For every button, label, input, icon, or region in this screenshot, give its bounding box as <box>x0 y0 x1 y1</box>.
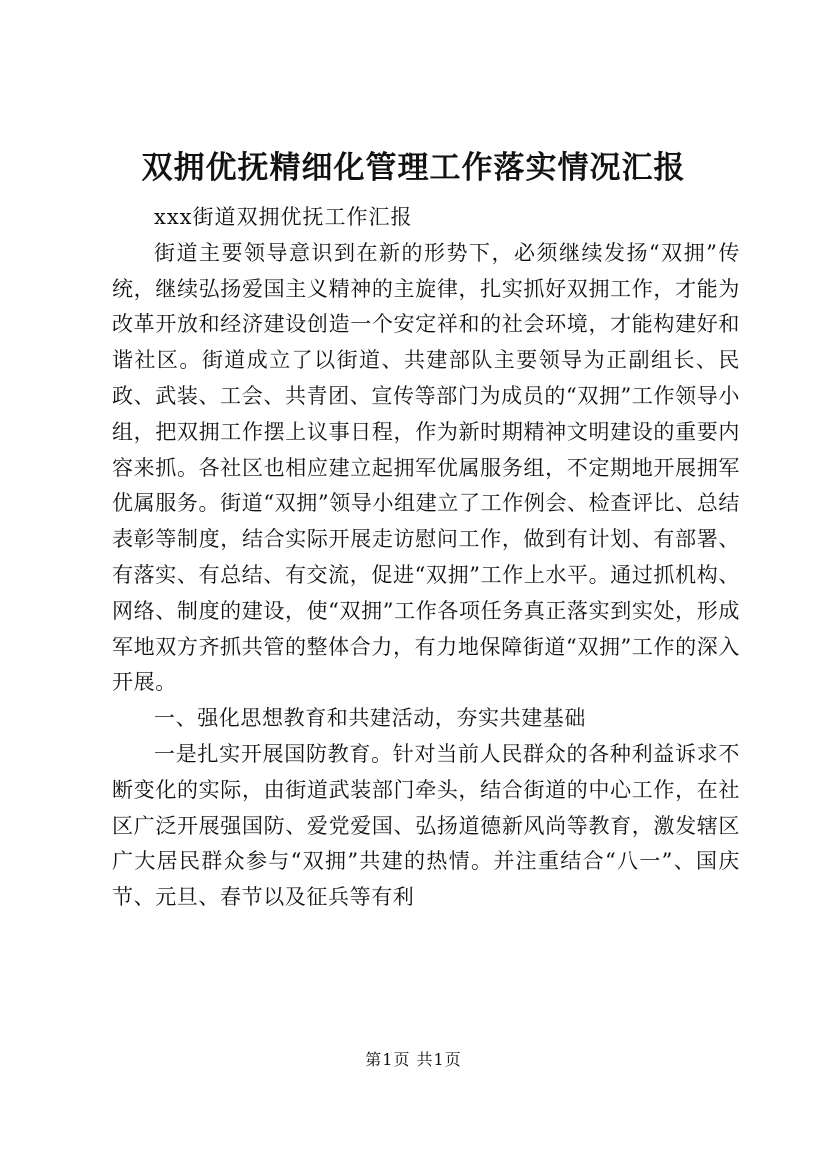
body-paragraph-defense-education: 一是扎实开展国防教育。针对当前人民群众的各种利益诉求不断变化的实际，由街道武装部门牵头，结合街道的中心工作，在社区广泛开展强国防、爱党爱国、弘扬道德新风尚等教育，激发辖区广大居民群众参与“双拥”共建的热情。并注重结合“八一”、国庆节、元旦、春节以及征兵等有利 <box>112 741 740 910</box>
section-heading: 一、强化思想教育和共建活动，夯实共建基础 <box>154 706 586 731</box>
body-paragraph-intro: 街道主要领导意识到在新的形势下，必须继续发扬“双拥”传统，继续弘扬爱国主义精神的主旋律，扎实抓好双拥工作，才能为改革开放和经济建设创造一个安定祥和的社会环境，才能构建好和谐社区。街道成立了以街道、共建部队主要领导为正副组长、民政、武装、工会、共青团、宣传等部门为成员的“双拥”工作领导小组，把双拥工作摆上议事日程，作为新时期精神文明建设的重要内容来抓。各社区也相应建立起拥军优属服务组，不定期地开展拥军优属服务。街道“双拥”领导小组建立了工作例会、检查评比、总结表彰等制度，结合实际开展走访慰问工作，做到有计划、有部署、有落实、有总结、有交流，促进“双拥”工作上水平。通过抓机构、网络、制度的建设，使“双拥”工作各项任务真正落实到实处，形成军地双方齐抓共管的整体合力，有力地保障街道“双拥”工作的深入开展。 <box>112 240 740 695</box>
document-body <box>112 200 740 916</box>
subtitle-paragraph: xxx街道双拥优抚工作汇报 <box>154 205 413 229</box>
page-footer: 第1页 共1页 <box>365 1050 462 1069</box>
document-title: 双拥优抚精细化管理工作落实情况汇报 <box>141 150 686 186</box>
